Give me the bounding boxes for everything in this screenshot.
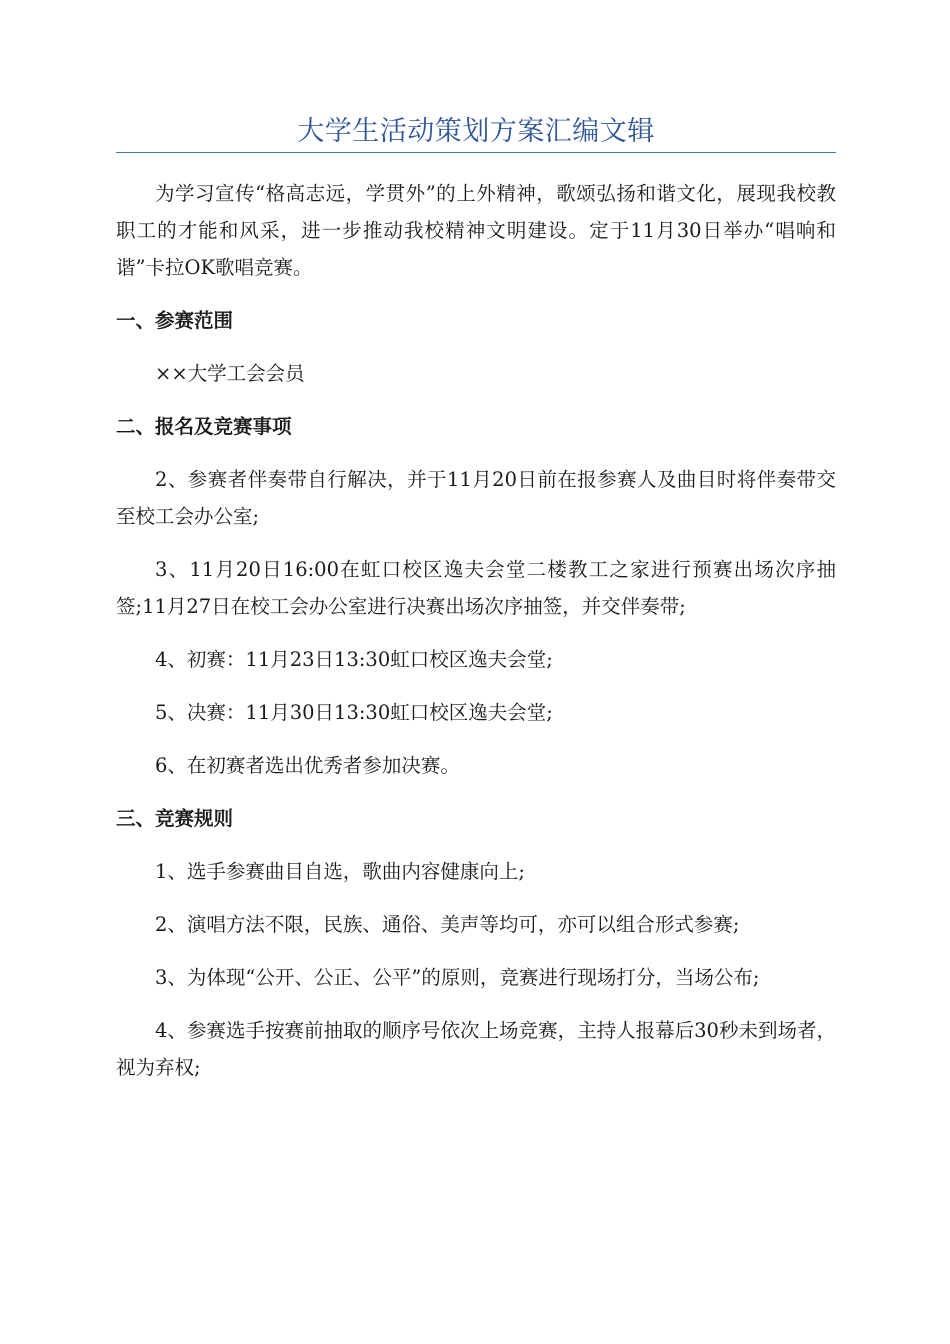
section-item: 2、演唱方法不限，民族、通俗、美声等均可，亦可以组合形式参赛;: [155, 913, 740, 936]
section-item: 4、初赛：11月23日13:30虹口校区逸夫会堂;: [155, 648, 553, 671]
section-item: 3、11月20日16:00在虹口校区逸夫会堂二楼教工之家进行预赛出场次序抽签;11月27日在校工会办公室进行决赛出场次序抽签，并交伴奏带;: [116, 558, 836, 618]
document-title: 大学生活动策划方案汇编文辑: [297, 116, 655, 147]
title-underline: [116, 152, 836, 153]
section-item: 1、选手参赛曲目自选，歌曲内容健康向上;: [155, 860, 525, 883]
document-page: [116, 112, 836, 1102]
section-item: 2、参赛者伴奏带自行解决，并于11月20日前在报参赛人及曲目时将伴奏带交至校工会办公室;: [116, 468, 836, 528]
section-heading: 三、竞赛规则: [116, 807, 234, 830]
section-heading: 二、报名及竞赛事项: [116, 415, 292, 438]
section-registration: [116, 408, 836, 784]
section-item: 4、参赛选手按赛前抽取的顺序号依次上场竞赛，主持人报幕后30秒未到场者，视为弃权;: [116, 1019, 836, 1079]
section-item: 5、决赛：11月30日13:30虹口校区逸夫会堂;: [155, 701, 553, 724]
section-item: 3、为体现“公开、公正、公平”的原则，竞赛进行现场打分，当场公布;: [155, 966, 760, 989]
section-rules: [116, 800, 836, 1086]
section-item: ××大学工会会员: [155, 362, 305, 385]
intro-paragraph: 为学习宣传“格高志远，学贯外”的上外精神，歌颂弘扬和谐文化，展现我校教职工的才能和风采，进一步推动我校精神文明建设。定于11月30日举办“唱响和谐”卡拉OK歌唱竞赛。: [116, 182, 836, 279]
section-heading: 一、参赛范围: [116, 309, 234, 332]
section-scope: [116, 302, 836, 392]
section-item: 6、在初赛者选出优秀者参加决赛。: [155, 754, 460, 777]
